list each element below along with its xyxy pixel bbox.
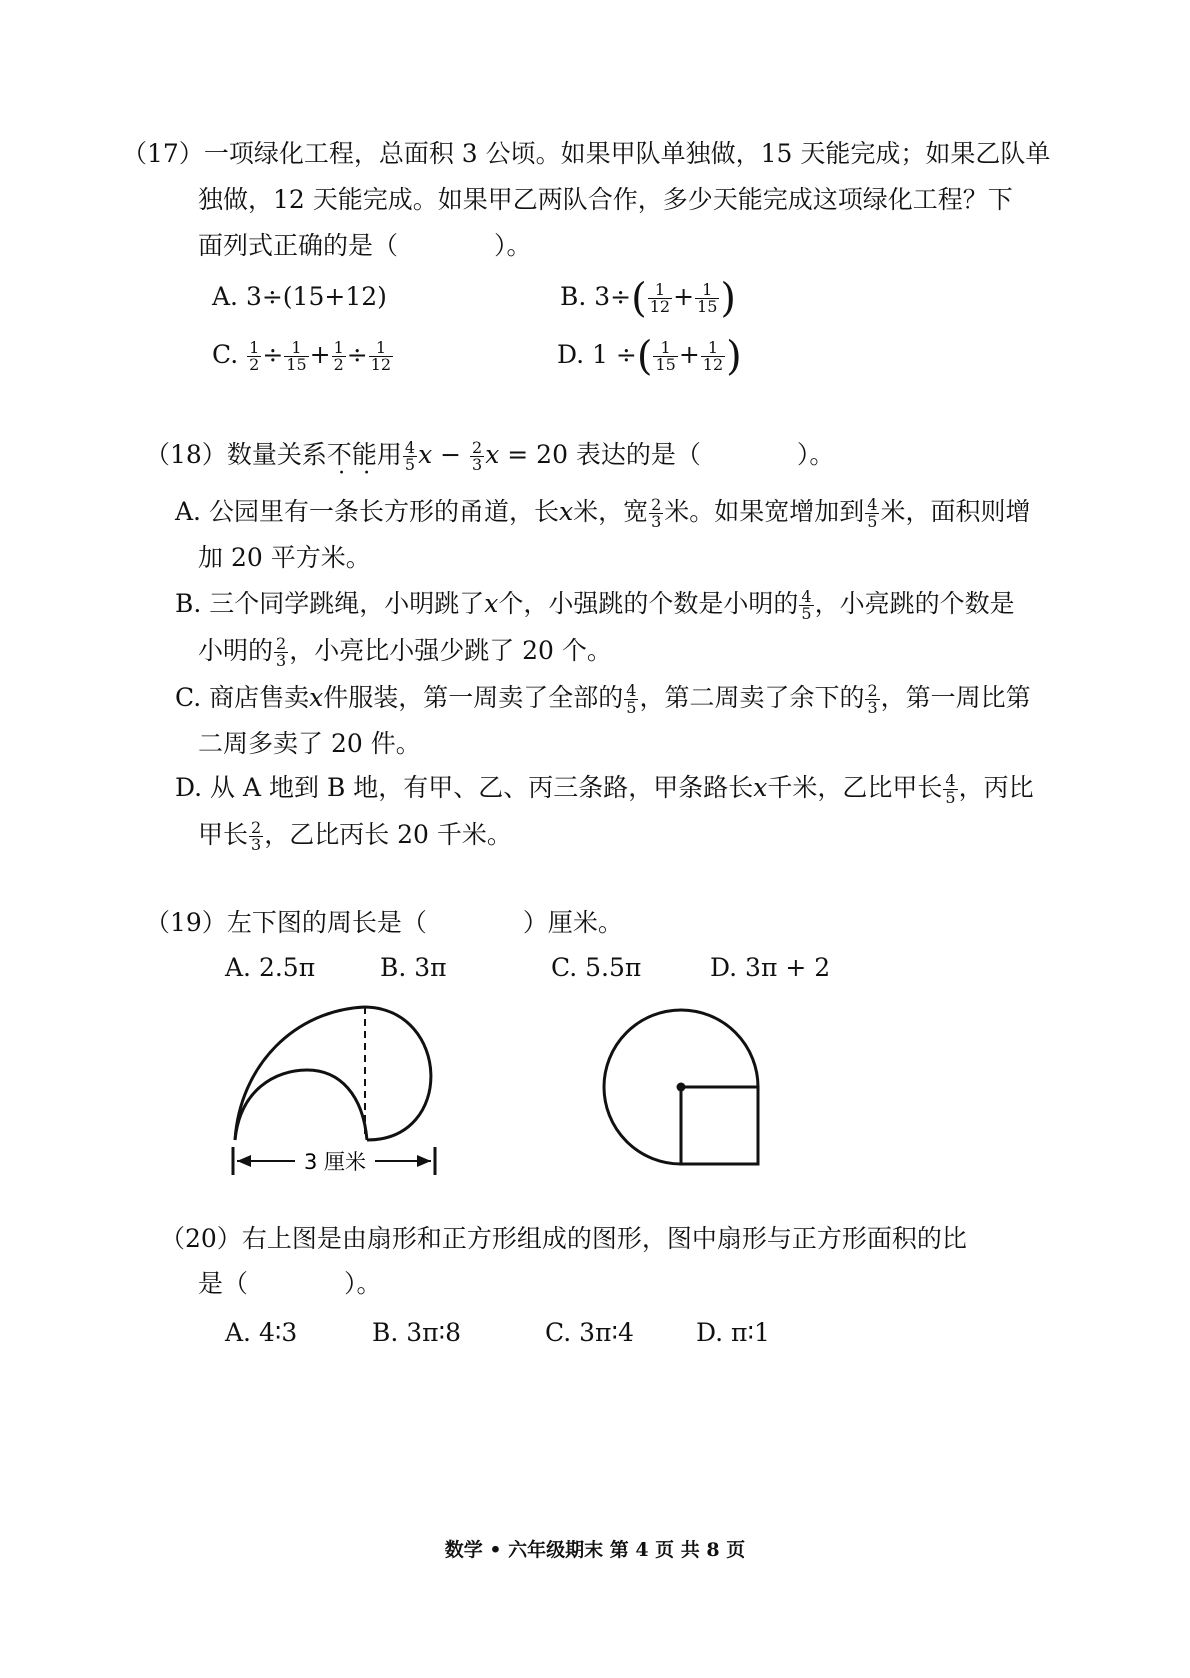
q17-line1: （17）一项绿化工程，总面积 3 公顷。如果甲队单独做，15 天能完成；如果乙队单 [122, 139, 1051, 168]
left-figure-diagram [215, 995, 455, 1185]
q17-option-b: B. 3÷( $\frac{1}{12}$ + $\frac{1}{15}$ ) [560, 275, 737, 322]
q19-label: （19） [145, 908, 227, 937]
q20-label: （20） [160, 1224, 242, 1253]
page-footer: 数学 • 六年级期末 第 4 页 共 8 页 [444, 1539, 746, 1561]
q20-option-b: B. 3π∶8 [372, 1318, 462, 1347]
q17-line2: 独做，12 天能完成。如果甲乙两队合作，多少天能完成这项绿化工程？下 [198, 185, 1013, 214]
q17-label: （17） [122, 139, 204, 168]
q18-option-b-line1: B. 三个同学跳绳，小明跳了x个，小强跳的个数是小明的 $\frac{4}{5}$ ，小亮跳的个数是 [175, 587, 1015, 623]
q17-option-c: C. $\frac{1}{2}$ ÷ $\frac{1}{15}$ + $\frac{1}{2}$ ÷ $\frac{1}{12}$ [212, 338, 392, 374]
q19-option-c: C. 5.5π [551, 953, 642, 982]
q17-option-d: D. 1 ÷( $\frac{1}{15}$ + $\frac{1}{12}$ ) [557, 333, 742, 380]
q19-stem: （19）左下图的周长是（ ）厘米。 [145, 908, 623, 937]
q18-stem: （18）数量关系不能用 $\frac{4}{5}$ x − $\frac{2}{3}$ x = 20 表达的是（ ）。 [145, 438, 835, 474]
q18-option-c-line1: C. 商店售卖x件服装，第一周卖了全部的 $\frac{4}{5}$ ，第二周卖了余下的 $\frac{2}{3}$ ，第一周比第 [175, 681, 1031, 717]
q18-option-c-line2: 二周多卖了 20 件。 [198, 729, 421, 758]
q19-option-a: A. 2.5π [225, 953, 316, 982]
q19-option-d: D. 3π + 2 [710, 953, 831, 982]
dimension-label: 3 厘米 [303, 1150, 367, 1174]
q20-line2: 是（ ）。 [198, 1269, 382, 1298]
q18-option-d-line2: 甲长 $\frac{2}{3}$ ，乙比丙长 20 千米。 [198, 818, 512, 854]
q17-option-a: A. 3÷(15+12) [212, 282, 387, 311]
q17-line3: 面列式正确的是（ ）。 [198, 231, 532, 260]
q18-option-a-line2: 加 20 平方米。 [198, 543, 371, 572]
q18-option-b-line2: 小明的 $\frac{2}{3}$ ，小亮比小强少跳了 20 个。 [198, 634, 612, 670]
q20-line1: （20）右上图是由扇形和正方形组成的图形，图中扇形与正方形面积的比 [160, 1224, 967, 1253]
q20-option-c: C. 3π∶4 [545, 1318, 634, 1347]
right-figure-diagram [590, 995, 780, 1180]
q19-option-b: B. 3π [380, 953, 447, 982]
q18-option-d-line1: D. 从 A 地到 B 地，有甲、乙、丙三条路，甲条路长x千米，乙比甲长 $\frac{4}{5}$ ，丙比 [175, 771, 1034, 807]
q20-option-a: A. 4∶3 [225, 1318, 298, 1347]
q18-label: （18） [145, 440, 227, 469]
q18-option-a-line1: A. 公园里有一条长方形的甬道，长x米，宽 $\frac{2}{3}$ 米。如果宽增加到 $\frac{4}{5}$ 米，面积则增 [175, 495, 1031, 531]
q20-option-d: D. π∶1 [696, 1318, 770, 1347]
